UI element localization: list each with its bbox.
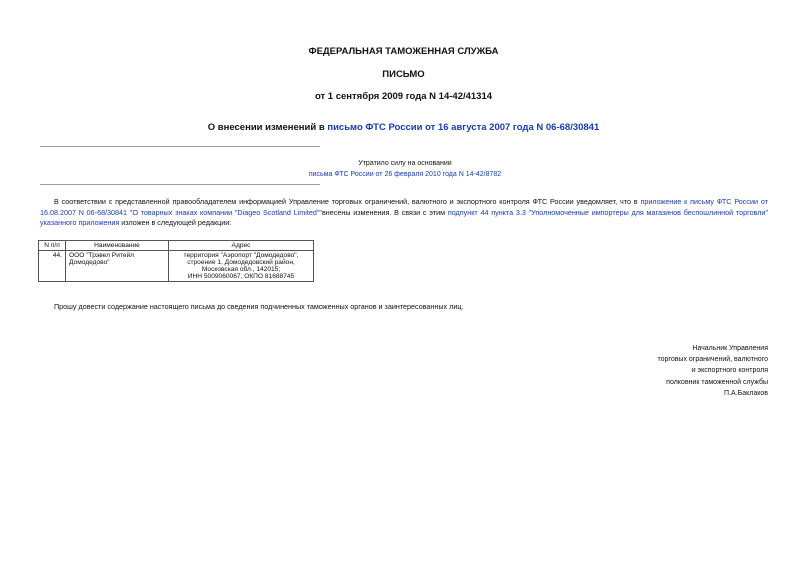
p1-text-a: В соответствии с представленной правообладателем информацией Управление торговых ограничений, валютного и экспортного контроля ФТС России уведомляет, что в xyxy=(54,197,641,206)
cell-address-line: строение 1, Домодедовский район, xyxy=(187,259,295,266)
col-header-number: N п/п xyxy=(39,241,66,251)
signature-line: и экспортного контроля xyxy=(691,367,768,375)
col-header-name: Наименование xyxy=(66,241,169,251)
p1-text-b: внесены изменения. В связи с этим xyxy=(321,207,448,217)
title-link[interactable]: письмо ФТС России от 16 августа 2007 года N 06-68/30841 xyxy=(327,122,600,133)
cell-address-line: территория "Аэропорт "Домодедово", xyxy=(183,252,299,259)
col-header-address: Адрес xyxy=(169,241,314,251)
p1-text-c: изложен в следующей редакции: xyxy=(119,218,232,227)
p1-link-appendix[interactable]: приложение к письму ФТС России от 16.08.2007 N 06-68/30841 "О товарных знаках компании "Diageo Scotland Limited"" xyxy=(40,197,768,217)
signature-name: П.А.Баклаков xyxy=(724,389,768,397)
divider-bottom xyxy=(40,184,320,185)
document-date-number: от 1 сентября 2009 года N 14-42/41314 xyxy=(314,91,493,102)
p1-link-subclause[interactable]: подпункт 44 пункта 3.3 "Уполномоченные импортеры для магазинов беспошлинной торговли" указанного приложения xyxy=(40,207,769,227)
body-paragraph-1 xyxy=(40,197,768,229)
cell-address-line: ИНН 5009060067, ОКПО 81688745 xyxy=(187,273,295,280)
signature-line: торговых ограничений, валютного xyxy=(657,356,768,364)
cell-address xyxy=(169,251,314,282)
divider-top xyxy=(40,146,320,147)
status-note-text: Утратило силу на основании xyxy=(358,160,452,167)
importers-table xyxy=(38,240,314,282)
document-type: ПИСЬМО xyxy=(382,69,425,80)
status-note-link[interactable]: письма ФТС России от 26 февраля 2010 года N 14-42/8782 xyxy=(308,171,502,178)
cell-name-line: ООО "Трэвел Ритейл xyxy=(69,252,135,259)
cell-address-line: Московская обл., 142015; xyxy=(201,266,281,273)
signature-line: полковник таможенной службы xyxy=(666,378,768,386)
signature-line: Начальник Управления xyxy=(692,345,768,352)
title-prefix: О внесении изменений в xyxy=(207,122,328,133)
agency-name: ФЕДЕРАЛЬНАЯ ТАМОЖЕННАЯ СЛУЖБА xyxy=(308,46,499,57)
signature-block xyxy=(600,343,768,399)
body-paragraph-2: Прошу довести содержание настоящего письма до сведения подчиненных таможенных органов и заинтересованных лиц. xyxy=(54,302,464,311)
cell-name xyxy=(66,251,169,282)
cell-name-line: Домодедово" xyxy=(69,259,110,266)
cell-number: 44. xyxy=(39,251,66,282)
status-note xyxy=(290,158,520,180)
document-title xyxy=(0,122,807,133)
table-header-row xyxy=(39,241,314,251)
table-row xyxy=(39,251,314,282)
